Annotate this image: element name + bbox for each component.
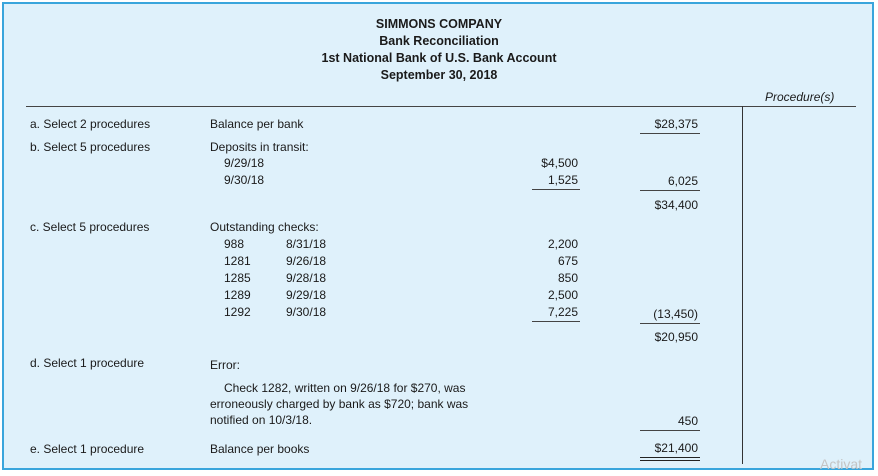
statement-date: September 30, 2018	[380, 68, 498, 82]
check-date: 9/26/18	[286, 254, 327, 268]
check-number: 1289	[224, 288, 251, 302]
activation-watermark: Activat	[820, 456, 863, 472]
row-a-description: Balance per bank	[210, 117, 304, 131]
checks-underline	[532, 321, 580, 322]
row-d-description: Error:	[210, 358, 240, 372]
deposits-underline	[532, 189, 580, 190]
procedures-column-header: Procedure(s)	[765, 90, 835, 104]
check-date: 8/31/18	[286, 237, 327, 251]
check-number: 988	[224, 237, 245, 251]
error-note-line: notified on 10/3/18.	[210, 413, 313, 427]
check-date: 9/30/18	[286, 305, 327, 319]
check-amount: 2,500	[547, 288, 578, 302]
checks-total-underline	[640, 323, 700, 324]
error-note-line: erroneously charged by bank as $720; bank was	[210, 397, 469, 411]
check-amount: 850	[557, 271, 578, 285]
check-amount: 675	[557, 254, 578, 268]
header-divider	[26, 106, 856, 107]
deposit-date: 9/30/18	[224, 173, 265, 187]
account-name: 1st National Bank of U.S. Bank Account	[321, 51, 557, 65]
row-b-label: b. Select 5 procedures	[30, 140, 151, 154]
deposit-date: 9/29/18	[224, 156, 265, 170]
row-e-label: e. Select 1 procedure	[30, 442, 145, 456]
error-adjustment-amount: 450	[677, 414, 698, 428]
row-d-label: d. Select 1 procedure	[30, 356, 145, 370]
double-underline-bottom	[640, 460, 700, 461]
error-note-line: Check 1282, written on 9/26/18 for $270, was	[224, 381, 466, 395]
check-amount: 7,225	[547, 305, 578, 319]
adjusted-subtotal-2: $20,950	[654, 330, 698, 344]
check-number: 1281	[224, 254, 251, 268]
row-e-description: Balance per books	[210, 442, 310, 456]
reconciliation-panel	[2, 2, 874, 470]
deposit-amount: $4,500	[541, 156, 578, 170]
check-number: 1285	[224, 271, 251, 285]
adjusted-subtotal-1: $34,400	[654, 198, 698, 212]
check-number: 1292	[224, 305, 251, 319]
row-c-label: c. Select 5 procedures	[30, 220, 150, 234]
error-underline	[640, 430, 700, 431]
row-b-description: Deposits in transit:	[210, 140, 309, 154]
balance-per-bank-amount: $28,375	[654, 117, 698, 131]
statement-title: Bank Reconciliation	[379, 34, 499, 48]
deposits-total: 6,025	[667, 174, 698, 188]
row-a-underline	[640, 133, 700, 134]
outstanding-checks-total: (13,450)	[653, 307, 698, 321]
deposit-amount: 1,525	[547, 173, 578, 187]
balance-per-books-amount: $21,400	[654, 441, 698, 455]
check-date: 9/29/18	[286, 288, 327, 302]
row-c-description: Outstanding checks:	[210, 220, 319, 234]
row-a-label: a. Select 2 procedures	[30, 117, 151, 131]
deposits-total-underline	[640, 190, 700, 191]
check-date: 9/28/18	[286, 271, 327, 285]
double-underline-top	[640, 457, 700, 458]
company-name: SIMMONS COMPANY	[375, 17, 503, 31]
procedures-column-divider	[742, 106, 743, 464]
check-amount: 2,200	[547, 237, 578, 251]
